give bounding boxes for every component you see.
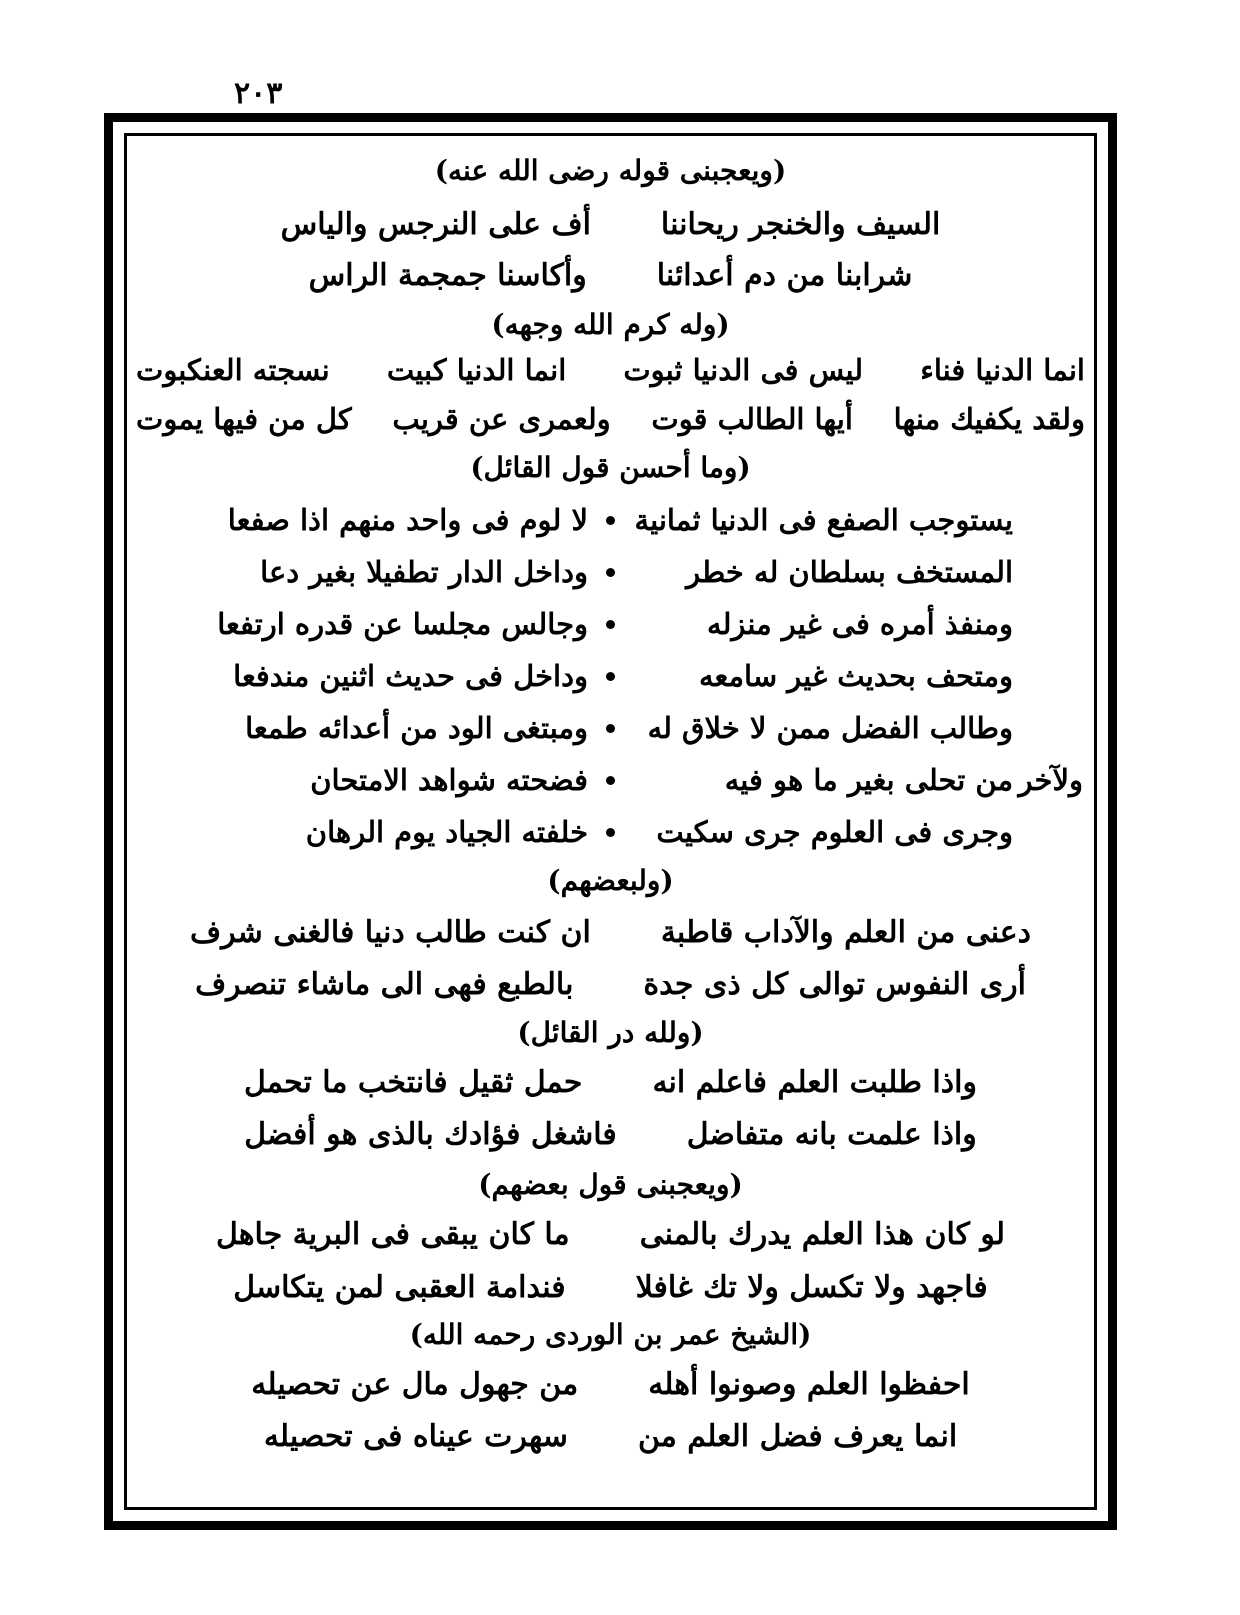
verse-line	[130, 251, 1091, 301]
verse-segment: أيها الطالب قوت	[651, 402, 853, 436]
verse-second-hemistich: وجالس مجلسا عن قدره ارتفعا	[217, 607, 588, 641]
verse-line	[130, 1110, 1091, 1160]
verse-first-hemistich: وجرى فى العلوم جرى سكيت	[656, 815, 1013, 849]
section-heading: (ويعجبنى قوله رضى الله عنه)	[434, 154, 787, 187]
verse-line	[130, 1263, 1091, 1313]
text-body	[130, 138, 1091, 1504]
section-heading: (ولبعضهم)	[547, 864, 674, 897]
verse-segment: ولعمرى عن قريب	[392, 402, 611, 436]
verse-first-hemistich: السيف والخنجر ريحاننا	[660, 207, 941, 242]
verse-separator-dot	[606, 828, 615, 837]
verse-second-hemistich: وداخل فى حديث اثنين مندفعا	[233, 659, 588, 693]
verse-line	[130, 1058, 1091, 1108]
verse-line	[130, 960, 1091, 1010]
verse-segment: ولقد يكفيك منها	[893, 402, 1085, 436]
verse-segment: كل من فيها يموت	[136, 402, 352, 436]
verse-second-hemistich: ان كنت طالب دنيا فالغنى شرف	[189, 915, 591, 950]
verse-first-hemistich: واذا طلبت العلم فاعلم انه	[652, 1065, 977, 1100]
verse-segment: نسجته العنكبوت	[136, 353, 330, 387]
verse-line	[130, 599, 1091, 649]
verse-line	[130, 345, 1091, 395]
verse-first-hemistich: يستوجب الصفع فى الدنيا ثمانية	[634, 503, 1013, 537]
verse-segment: انما الدنيا كبيت	[386, 353, 567, 387]
verse-line	[130, 495, 1091, 545]
verse-second-hemistich: بالطبع فهى الى ماشاء تنصرف	[195, 967, 574, 1002]
verse-line	[130, 755, 1091, 805]
verse-line	[130, 1210, 1091, 1260]
verse-line	[130, 703, 1091, 753]
verse-second-hemistich: سهرت عيناه فى تحصيله	[263, 1419, 568, 1454]
verse-separator-dot	[606, 672, 615, 681]
verse-line	[130, 1412, 1091, 1462]
verse-first-hemistich: شرابنا من دم أعدائنا	[656, 258, 913, 293]
verse-second-hemistich: وداخل الدار تطفيلا بغير دعا	[260, 555, 588, 589]
verse-second-hemistich: فاشغل فؤادك بالذى هو أفضل	[244, 1117, 617, 1152]
verse-first-hemistich: من تحلى بغير ما هو فيه	[724, 763, 1013, 797]
verse-segment: انما الدنيا فناء	[920, 353, 1085, 387]
verse-second-hemistich: لا لوم فى واحد منهم اذا صفعا	[227, 503, 588, 537]
section-heading: (ولله در القائل)	[517, 1016, 704, 1049]
verse-first-hemistich: دعنى من العلم والآداب قاطبة	[660, 915, 1032, 950]
verse-line	[130, 394, 1091, 444]
verse-second-hemistich: من جهول مال عن تحصيله	[251, 1367, 579, 1402]
verse-line	[130, 200, 1091, 250]
verse-second-hemistich: خلفته الجياد يوم الرهان	[305, 815, 588, 849]
verse-first-hemistich: ومتحف بحديث غير سامعه	[698, 659, 1013, 693]
verse-second-hemistich: فضحته شواهد الامتحان	[310, 763, 588, 797]
verse-first-hemistich: المستخف بسلطان له خطر	[686, 555, 1013, 589]
verse-line	[130, 1360, 1091, 1410]
verse-second-hemistich: حمل ثقيل فانتخب ما تحمل	[244, 1065, 583, 1100]
verse-second-hemistich: أف على النرجس والياس	[280, 207, 591, 242]
verse-lead-word: ولآخر	[1018, 763, 1083, 797]
verse-first-hemistich: وطالب الفضل ممن لا خلاق له	[647, 711, 1013, 745]
verse-second-hemistich: وأكاسنا جمجمة الراس	[308, 258, 587, 293]
verse-first-hemistich: فاجهد ولا تكسل ولا تك غافلا	[635, 1270, 988, 1305]
verse-separator-dot	[606, 516, 615, 525]
verse-first-hemistich: انما يعرف فضل العلم من	[637, 1419, 958, 1454]
verse-second-hemistich: فندامة العقبى لمن يتكاسل	[233, 1270, 566, 1305]
verse-separator-dot	[606, 776, 615, 785]
verse-separator-dot	[606, 724, 615, 733]
verse-separator-dot	[606, 620, 615, 629]
verse-first-hemistich: أرى النفوس توالى كل ذى جدة	[643, 967, 1026, 1002]
verse-first-hemistich: احفظوا العلم وصونوا أهله	[648, 1367, 970, 1402]
verse-line	[130, 547, 1091, 597]
section-heading: (وله كرم الله وجهه)	[491, 308, 730, 341]
section-heading: (الشيخ عمر بن الوردى رحمه الله)	[409, 1318, 812, 1351]
verse-line	[130, 908, 1091, 958]
verse-first-hemistich: ومنفذ أمره فى غير منزله	[707, 607, 1013, 641]
page-number: ٢٠٣	[234, 76, 283, 111]
verse-first-hemistich: واذا علمت بانه متفاضل	[686, 1117, 977, 1152]
verse-line	[130, 651, 1091, 701]
verse-first-hemistich: لو كان هذا العلم يدرك بالمنى	[639, 1217, 1005, 1252]
verse-second-hemistich: ما كان يبقى فى البرية جاهل	[216, 1217, 570, 1252]
section-heading: (ويعجبنى قول بعضهم)	[478, 1168, 743, 1201]
section-heading: (وما أحسن قول القائل)	[470, 451, 751, 484]
verse-second-hemistich: ومبتغى الود من أعدائه طمعا	[245, 711, 588, 745]
verse-separator-dot	[606, 568, 615, 577]
verse-line	[130, 807, 1091, 857]
verse-segment: ليس فى الدنيا ثبوت	[623, 353, 864, 387]
